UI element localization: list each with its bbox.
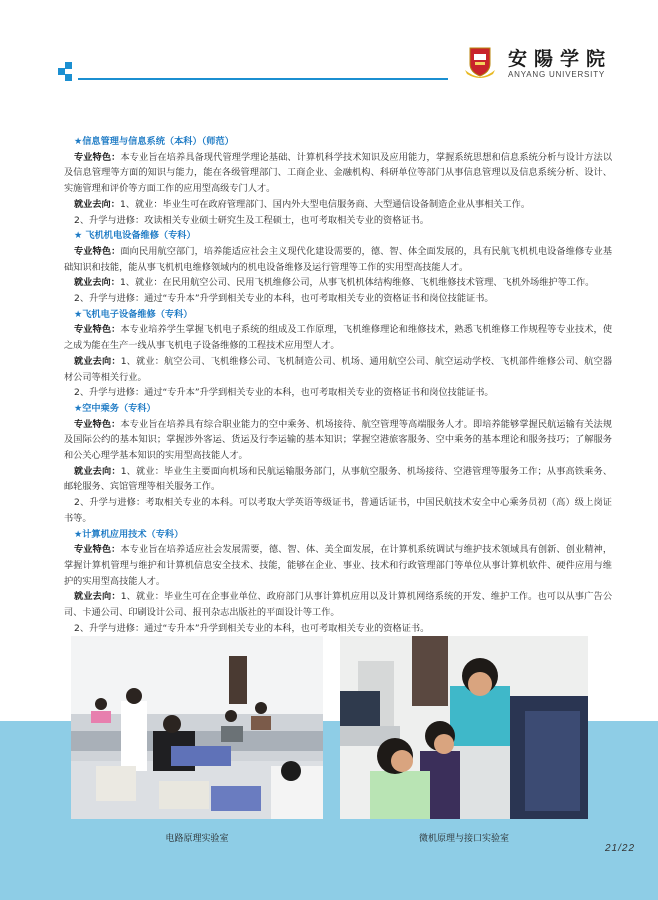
major-features (64, 417, 612, 464)
lab-photo-image (340, 636, 588, 819)
photo-caption: 电路原理实验室 (165, 834, 229, 844)
major-title: ★ 飞机机电设备维修（专科） (74, 230, 196, 242)
lab-photo-image (71, 636, 323, 819)
features-label: 专业特色： (74, 418, 121, 430)
major-further-study: 2、升学与进修：通过“专升本”升学到相关专业的本科，也可考取相关专业的资格证书和岗位技能证书。 (74, 387, 494, 399)
majors-content (64, 134, 612, 637)
major-employment (64, 275, 612, 291)
major-section (64, 228, 612, 307)
features-text: 本专业培养学生掌握飞机电子系统的组成及工作原理，飞机维修理论和维修技术，熟悉飞机维修工作规程等专业技术，使之成为能在生产一线从事飞机电子设备维修的工程技术应用型人才。 (64, 324, 613, 352)
major-section (64, 307, 612, 401)
major-features (64, 542, 612, 589)
major-title: ★空中乘务（专科） (74, 402, 156, 414)
logo-english-name: ANYANG UNIVERSITY (508, 70, 606, 79)
features-text: 面向民用航空部门，培养能适应社会主义现代化建设需要的，德、智、体全面发展的，具有民航飞机机电设备维修专业基础知识和技能，能从事飞机机电维修领域内的机电设备维修及运行管理等工作的实用型高技能人才。 (64, 245, 613, 273)
major-title: ★信息管理与信息系统（本科）（师范） (74, 136, 234, 147)
major-employment (64, 354, 612, 385)
employment-label: 就业去向： (74, 198, 120, 210)
major-features (64, 150, 612, 197)
employment-text: 1、就业：航空公司、飞机维修公司、飞机制造公司、机场、通用航空公司、航空运动学校、飞机部件维修公司、航空器材公司等相关行业。 (64, 355, 613, 383)
university-crest-icon (464, 46, 496, 80)
major-section (64, 527, 612, 637)
major-section (64, 401, 612, 527)
features-text: 本专业旨在培养具有综合职业能力的空中乘务、机场接待、航空管理等高端服务人才。即培养能够掌握民航运输有关法规及国际公约的基本知识；掌握涉外客运、货运及行李运输的基本知识；掌握空港旅客服务、空中乘务的基本理论和服务技巧；了解服务和公关心理学基本知识的实用型高技能人才。 (64, 418, 613, 462)
employment-text: 1、就业：毕业生主要面向机场和民航运输服务部门，从事航空服务、机场接待、空港管理等服务工作；从事高铁乘务、邮轮服务、宾馆管理等相关服务工作。 (64, 465, 613, 493)
features-text: 本专业旨在培养适应社会发展需要，德、智、体、美全面发展，在计算机系统调试与维护技术领域具有创新、创业精神，掌握计算机管理与维护和计算机信息安全技术、技能，能够在企业、事业、技术和行政管理部门等单位从事计算机软件、硬件应用与维护的实用型高技能人才。 (64, 544, 613, 587)
major-title: ★计算机应用技术（专科） (74, 528, 184, 540)
major-features (64, 322, 612, 353)
features-label: 专业特色： (74, 245, 121, 257)
employment-text: 1、就业：毕业生可在政府管理部门、国内外大型电信服务商、大型通信设备制造企业从事相关工作。 (119, 198, 531, 210)
features-text: 本专业旨在培养具备现代管理学理论基础、计算机科学技术知识及应用能力，掌握系统思想和信息系统分析与设计方法以及信息管理等方面的知识与能力，能在各级管理部门、工商企业、金融机构、科研单位等部门从事信息管理以及信息系统分析、设计、实施管理和评价等方面工作的应用型高级专门人才。 (64, 151, 613, 195)
employment-text: 1、就业：毕业生可在企事业单位、政府部门从事计算机应用以及计算机网络系统的开发、维护工作。也可以从事广告公司、卡通公司、印刷设计公司、报刊杂志出版社的平面设计等工作。 (64, 591, 613, 619)
employment-text: 1、就业：在民用航空公司、民用飞机维修公司，从事飞机机体结构维修、飞机维修技术管理、飞机外场维护等工作。 (119, 277, 595, 289)
major-employment (64, 464, 612, 495)
employment-label: 就业去向： (74, 465, 121, 477)
photo-caption: 微机原理与接口实验室 (418, 834, 509, 844)
circuit-lab-photo (71, 636, 323, 819)
major-features (64, 244, 612, 275)
major-title: ★飞机电子设备维修（专科） (74, 308, 193, 320)
major-further-study: 2、升学与进修：通过“专升本”升学到相关专业的本科，也可考取相关专业的资格证书和岗位技能证书。 (74, 293, 494, 305)
major-employment (64, 197, 612, 213)
logo-chinese-name: 安陽学院 (508, 48, 613, 70)
employment-label: 就业去向： (74, 355, 121, 367)
employment-label: 就业去向： (74, 277, 120, 289)
major-section (64, 134, 612, 228)
features-label: 专业特色： (74, 544, 121, 556)
header-rule (78, 78, 448, 80)
university-logo (464, 44, 654, 84)
header-decor-squares (58, 62, 78, 82)
features-label: 专业特色： (74, 151, 121, 163)
major-further-study: 2、升学与进修：通过“专升本”升学到相关专业的本科，也可考取相关专业的资格证书。 (74, 622, 430, 634)
major-further-study: 2、升学与进修：攻读相关专业硕士研究生及工程硕士，也可考取相关专业的资格证书。 (74, 214, 429, 226)
major-further-study: 2、升学与进修：考取相关专业的本科。可以考取大学英语等级证书，普通话证书，中国民航技术安全中心乘务员初（高）级上岗证书等。 (64, 497, 612, 524)
employment-label: 就业去向： (74, 591, 121, 603)
features-label: 专业特色： (74, 324, 121, 336)
major-employment (64, 589, 612, 620)
page-number: 21/22 (605, 843, 636, 854)
microcomputer-lab-photo (340, 636, 588, 819)
